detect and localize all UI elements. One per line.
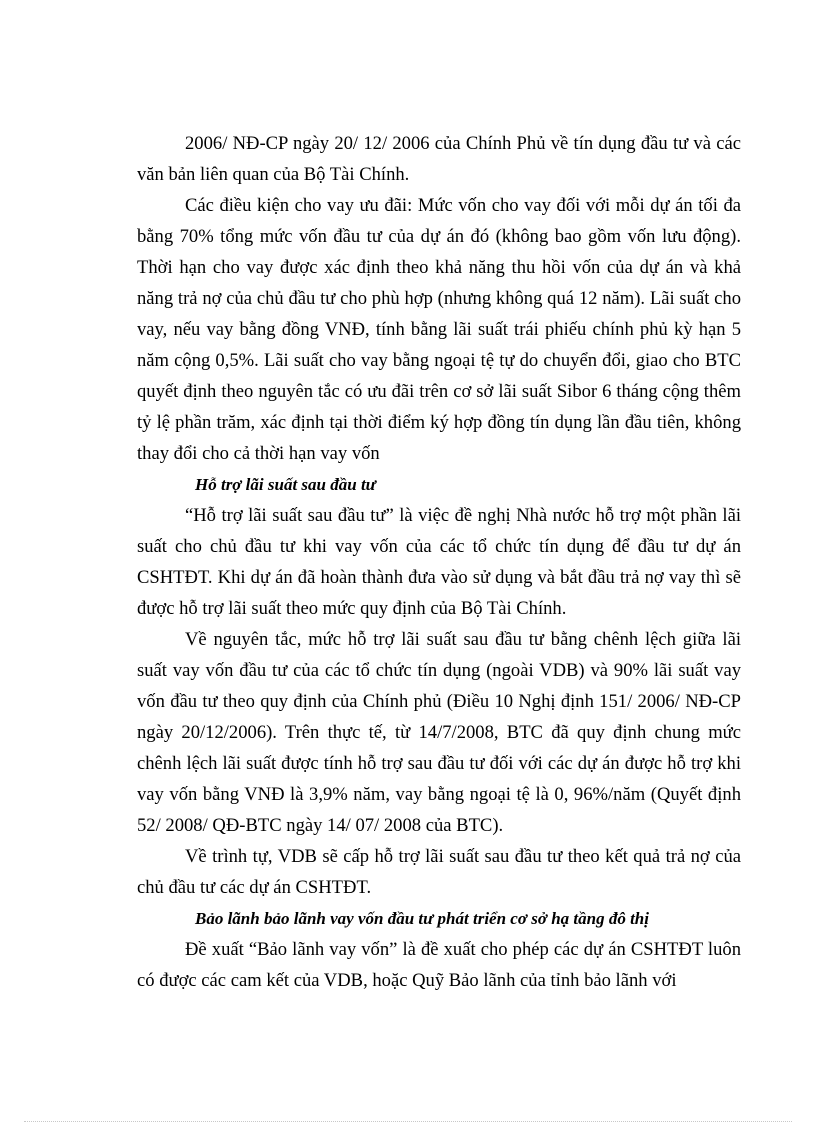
paragraph-continuation: 2006/ NĐ-CP ngày 20/ 12/ 2006 của Chính Phủ về tín dụng đầu tư và các văn bản liên quan của Bộ Tài Chính. <box>137 133 741 185</box>
paragraph-interest-support-procedure: Về trình tự, VDB sẽ cấp hỗ trợ lãi suất sau đầu tư theo kết quả trả nợ của chủ đầu tư các dự án CSHTĐT. <box>137 846 741 898</box>
paragraph-interest-support-definition: “Hỗ trợ lãi suất sau đầu tư” là việc đề nghị Nhà nước hỗ trợ một phần lãi suất cho chủ đầu tư khi vay vốn của các tổ chức tín dụng để đầu tư dự án CSHTĐT. Khi dự án đã hoàn thành đưa vào sử dụng và bắt đầu trả nợ vay thì sẽ được hỗ trợ lãi suất theo mức quy định của Bộ Tài Chính. <box>137 505 741 619</box>
document-body <box>137 128 741 996</box>
paragraph-interest-support-principle: Về nguyên tắc, mức hỗ trợ lãi suất sau đầu tư bằng chênh lệch giữa lãi suất vay vốn đầu tư của các tổ chức tín dụng (ngoài VDB) và 90% lãi suất vay vốn đầu tư theo quy định của Chính phủ (Điều 10 Nghị định 151/ 2006/ NĐ-CP ngày 20/12/2006). Trên thực tế, từ 14/7/2008, BTC đã quy định chung mức chênh lệch lãi suất được tính hỗ trợ sau đầu tư đối với các dự án được hỗ trợ khi vay vốn bằng VNĐ là 3,9% năm, vay bằng ngoại tệ là 0, 96%/năm (Quyết định 52/ 2008/ QĐ-BTC ngày 14/ 07/ 2008 của BTC). <box>137 629 741 836</box>
section-heading-loan-guarantee: Bảo lãnh bảo lãnh vay vốn đầu tư phát triển cơ sở hạ tầng đô thị <box>195 909 649 928</box>
page-bottom-divider <box>24 1121 792 1122</box>
paragraph-loan-conditions: Các điều kiện cho vay ưu đãi: Mức vốn cho vay đối với mỗi dự án tối đa bằng 70% tổng mức vốn đầu tư của dự án đó (không bao gồm vốn lưu động). Thời hạn cho vay được xác định theo khả năng thu hồi vốn của dự án và khả năng trả nợ của chủ đầu tư cho phù hợp (nhưng không quá 12 năm). Lãi suất cho vay, nếu vay bằng đồng VNĐ, tính bằng lãi suất trái phiếu chính phủ kỳ hạn 5 năm cộng 0,5%. Lãi suất cho vay bằng ngoại tệ tự do chuyển đổi, giao cho BTC quyết định theo nguyên tắc có ưu đãi trên cơ sở lãi suất Sibor 6 tháng cộng thêm tỷ lệ phần trăm, xác định tại thời điểm ký hợp đồng tín dụng lần đầu tiên, không thay đổi cho cả thời hạn vay vốn <box>137 195 741 464</box>
section-heading-interest-support: Hỗ trợ lãi suất sau đầu tư <box>195 475 376 494</box>
paragraph-loan-guarantee-proposal: Đề xuất “Bảo lãnh vay vốn” là đề xuất cho phép các dự án CSHTĐT luôn có được các cam kết của VDB, hoặc Quỹ Bảo lãnh của tỉnh bảo lãnh với <box>137 939 741 991</box>
